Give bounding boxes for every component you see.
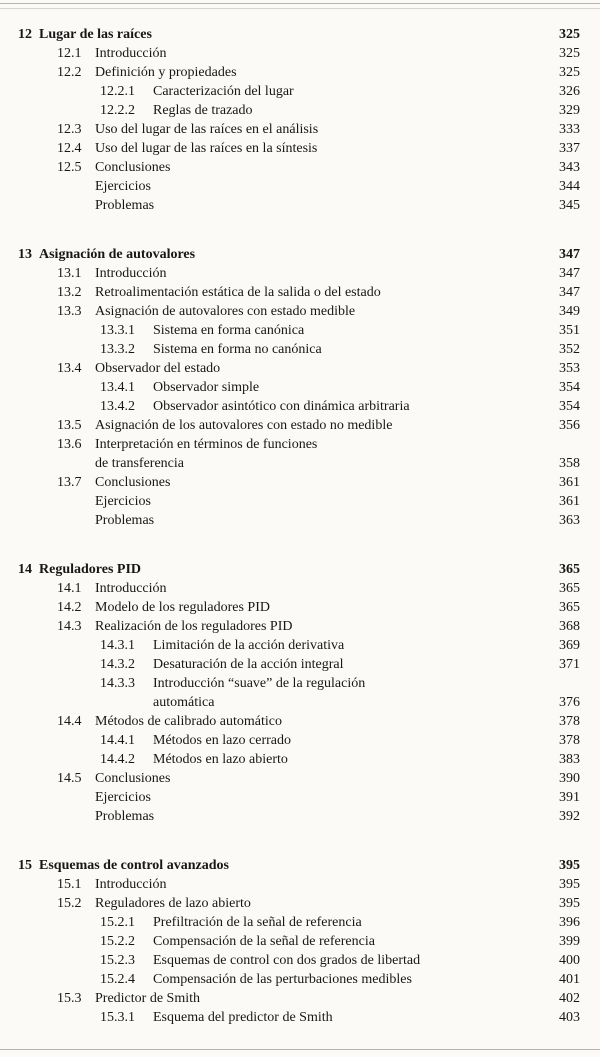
entry-number: 13.5	[57, 418, 82, 433]
chapter-heading-row	[18, 560, 580, 579]
toc-entry-row	[18, 951, 580, 970]
entry-page-number: 371	[559, 657, 580, 672]
entry-number: 12.2.2	[100, 103, 135, 118]
entry-title: Esquemas de control con dos grados de libertad	[153, 953, 421, 968]
toc-entry-row	[18, 731, 580, 750]
entry-title: Introducción	[95, 46, 167, 61]
toc-entry-row	[18, 101, 580, 120]
entry-page-number: 378	[559, 714, 580, 729]
entry-number: 13.4	[57, 361, 82, 376]
toc-entry-row	[18, 750, 580, 769]
toc-entry-continuation-row	[18, 693, 580, 712]
toc-entry-row	[18, 894, 580, 913]
entry-page-number: 353	[559, 361, 580, 376]
toc-entry-row	[18, 435, 580, 454]
entry-page-number: 383	[559, 752, 580, 767]
entry-number: 15.3.1	[100, 1010, 135, 1025]
entry-title: Asignación de autovalores con estado medible	[95, 304, 356, 319]
entry-page-number: 345	[559, 198, 580, 213]
toc-entry-row	[18, 44, 580, 63]
entry-number: 13.2	[57, 285, 82, 300]
entry-page-number: 390	[559, 771, 580, 786]
toc-entry-row	[18, 913, 580, 932]
toc-entry-row	[18, 63, 580, 82]
entry-title: Predictor de Smith	[95, 991, 200, 1006]
toc-entry-row	[18, 82, 580, 101]
entry-title: Introducción	[95, 581, 167, 596]
chapter-page-number: 395	[559, 858, 580, 873]
toc-entry-row	[18, 139, 580, 158]
toc-entry-row	[18, 598, 580, 617]
entry-page-number: 365	[559, 581, 580, 596]
toc-entry-row	[18, 989, 580, 1008]
entry-number: 13.4.2	[100, 399, 135, 414]
toc-entry-row	[18, 932, 580, 951]
bottom-rule	[0, 1049, 600, 1050]
entry-number: 13.3	[57, 304, 82, 319]
entry-page-number: 395	[559, 896, 580, 911]
entry-number: 12.2	[57, 65, 82, 80]
toc-entry-row	[18, 492, 580, 511]
entry-page-number: 365	[559, 600, 580, 615]
entry-page-number: 358	[559, 456, 580, 471]
top-rule-secondary	[0, 8, 600, 9]
entry-number: 14.2	[57, 600, 82, 615]
toc-entry-row	[18, 769, 580, 788]
entry-page-number: 351	[559, 323, 580, 338]
toc-entry-row	[18, 359, 580, 378]
entry-title-continuation: automática	[153, 695, 215, 710]
entry-title: Observador asintótico con dinámica arbitraria	[153, 399, 410, 414]
entry-title: Ejercicios	[95, 179, 151, 194]
chapter-page-number: 365	[559, 562, 580, 577]
entry-page-number: 344	[559, 179, 580, 194]
toc-entry-row	[18, 511, 580, 530]
entry-title: Métodos de calibrado automático	[95, 714, 282, 729]
entry-number: 12.4	[57, 141, 82, 156]
entry-page-number: 349	[559, 304, 580, 319]
entry-title: Conclusiones	[95, 475, 171, 490]
toc-entry-row	[18, 712, 580, 731]
entry-title: Limitación de la acción derivativa	[153, 638, 345, 653]
entry-number: 12.1	[57, 46, 82, 61]
entry-page-number: 333	[559, 122, 580, 137]
entry-page-number: 369	[559, 638, 580, 653]
toc-entry-row	[18, 321, 580, 340]
toc-entry-row	[18, 674, 580, 693]
top-rule	[0, 3, 600, 4]
chapter-page-number: 347	[559, 247, 580, 262]
entry-number: 15.2.4	[100, 972, 135, 987]
toc-entry-row	[18, 579, 580, 598]
entry-title: Métodos en lazo abierto	[153, 752, 288, 767]
entry-title: Uso del lugar de las raíces en el análisis	[95, 122, 319, 137]
entry-number: 14.3.3	[100, 676, 135, 691]
entry-title: Reglas de trazado	[153, 103, 253, 118]
toc-chapter	[18, 560, 580, 826]
chapter-number: 14	[18, 562, 32, 577]
entry-title: Introducción	[95, 877, 167, 892]
chapter-title: Esquemas de control avanzados	[39, 858, 229, 873]
toc-chapter	[18, 245, 580, 530]
entry-page-number: 368	[559, 619, 580, 634]
toc-entry-row	[18, 636, 580, 655]
entry-title: Modelo de los reguladores PID	[95, 600, 270, 615]
toc-entry-row	[18, 120, 580, 139]
entry-title: Realización de los reguladores PID	[95, 619, 293, 634]
entry-page-number: 396	[559, 915, 580, 930]
entry-title: Conclusiones	[95, 771, 171, 786]
entry-page-number: 401	[559, 972, 580, 987]
chapter-number: 13	[18, 247, 32, 262]
entry-title: Compensación de la señal de referencia	[153, 934, 375, 949]
entry-title: Esquema del predictor de Smith	[153, 1010, 333, 1025]
chapter-number: 15	[18, 858, 32, 873]
toc-chapter	[18, 856, 580, 1027]
entry-number: 15.1	[57, 877, 82, 892]
entry-number: 12.3	[57, 122, 82, 137]
entry-title: Conclusiones	[95, 160, 171, 175]
toc-entry-row	[18, 970, 580, 989]
toc-entry-row	[18, 655, 580, 674]
entry-page-number: 378	[559, 733, 580, 748]
entry-title: Caracterización del lugar	[153, 84, 294, 99]
entry-page-number: 325	[559, 46, 580, 61]
entry-title: Interpretación en términos de funciones	[95, 437, 318, 452]
toc-entry-row	[18, 807, 580, 826]
entry-number: 12.2.1	[100, 84, 135, 99]
toc-entry-row	[18, 378, 580, 397]
entry-page-number: 329	[559, 103, 580, 118]
entry-page-number: 400	[559, 953, 580, 968]
entry-page-number: 337	[559, 141, 580, 156]
entry-page-number: 395	[559, 877, 580, 892]
toc-chapter	[18, 25, 580, 215]
entry-number: 15.3	[57, 991, 82, 1006]
entry-title: Introducción	[95, 266, 167, 281]
entry-number: 13.3.2	[100, 342, 135, 357]
entry-title-continuation: de transferencia	[95, 456, 184, 471]
chapter-number: 12	[18, 27, 32, 42]
chapter-title: Reguladores PID	[39, 562, 142, 577]
entry-number: 14.4	[57, 714, 82, 729]
entry-page-number: 403	[559, 1010, 580, 1025]
entry-number: 14.5	[57, 771, 82, 786]
entry-title: Desaturación de la acción integral	[153, 657, 344, 672]
entry-page-number: 361	[559, 475, 580, 490]
toc-entry-row	[18, 158, 580, 177]
entry-title: Prefiltración de la señal de referencia	[153, 915, 362, 930]
entry-page-number: 347	[559, 285, 580, 300]
entry-page-number: 356	[559, 418, 580, 433]
entry-number: 14.3.2	[100, 657, 135, 672]
toc-entry-row	[18, 177, 580, 196]
entry-title: Sistema en forma no canónica	[153, 342, 322, 357]
entry-title: Reguladores de lazo abierto	[95, 896, 251, 911]
entry-title: Asignación de los autovalores con estado no medible	[95, 418, 393, 433]
toc-entry-row	[18, 302, 580, 321]
entry-title: Uso del lugar de las raíces en la síntesis	[95, 141, 318, 156]
entry-page-number: 399	[559, 934, 580, 949]
entry-title: Ejercicios	[95, 494, 151, 509]
toc-entry-row	[18, 416, 580, 435]
entry-title: Problemas	[95, 513, 155, 528]
entry-title: Introducción “suave” de la regulación	[153, 676, 366, 691]
entry-title: Problemas	[95, 809, 155, 824]
entry-page-number: 347	[559, 266, 580, 281]
entry-title: Sistema en forma canónica	[153, 323, 305, 338]
toc-entry-row	[18, 196, 580, 215]
entry-number: 15.2.2	[100, 934, 135, 949]
entry-number: 12.5	[57, 160, 82, 175]
entry-number: 14.3.1	[100, 638, 135, 653]
entry-page-number: 376	[559, 695, 580, 710]
entry-number: 13.6	[57, 437, 82, 452]
entry-number: 13.7	[57, 475, 82, 490]
entry-number: 14.4.1	[100, 733, 135, 748]
entry-page-number: 325	[559, 65, 580, 80]
entry-number: 14.1	[57, 581, 82, 596]
toc-entry-row	[18, 1008, 580, 1027]
toc-entry-row	[18, 283, 580, 302]
toc-entry-row	[18, 473, 580, 492]
entry-number: 13.3.1	[100, 323, 135, 338]
entry-page-number: 343	[559, 160, 580, 175]
entry-title: Ejercicios	[95, 790, 151, 805]
entry-title: Compensación de las perturbaciones medibles	[153, 972, 412, 987]
toc-entry-row	[18, 264, 580, 283]
toc-entry-row	[18, 397, 580, 416]
entry-number: 15.2	[57, 896, 82, 911]
chapter-title: Lugar de las raíces	[39, 27, 152, 42]
toc-entry-row	[18, 617, 580, 636]
chapter-heading-row	[18, 856, 580, 875]
entry-page-number: 354	[559, 399, 580, 414]
entry-page-number: 392	[559, 809, 580, 824]
toc-entry-continuation-row	[18, 454, 580, 473]
entry-number: 15.2.3	[100, 953, 135, 968]
entry-page-number: 354	[559, 380, 580, 395]
entry-number: 14.3	[57, 619, 82, 634]
entry-title: Problemas	[95, 198, 155, 213]
entry-page-number: 402	[559, 991, 580, 1006]
entry-title: Observador simple	[153, 380, 260, 395]
entry-page-number: 391	[559, 790, 580, 805]
chapter-heading-row	[18, 25, 580, 44]
toc-entry-row	[18, 788, 580, 807]
entry-title: Retroalimentación estática de la salida o del estado	[95, 285, 381, 300]
entry-number: 15.2.1	[100, 915, 135, 930]
entry-number: 13.1	[57, 266, 82, 281]
chapter-heading-row	[18, 245, 580, 264]
entry-title: Definición y propiedades	[95, 65, 237, 80]
chapter-title: Asignación de autovalores	[39, 247, 196, 262]
toc-entry-row	[18, 875, 580, 894]
entry-number: 14.4.2	[100, 752, 135, 767]
entry-page-number: 363	[559, 513, 580, 528]
entry-page-number: 352	[559, 342, 580, 357]
entry-page-number: 361	[559, 494, 580, 509]
entry-number: 13.4.1	[100, 380, 135, 395]
entry-title: Observador del estado	[95, 361, 221, 376]
entry-page-number: 326	[559, 84, 580, 99]
entry-title: Métodos en lazo cerrado	[153, 733, 291, 748]
chapter-page-number: 325	[559, 27, 580, 42]
toc-entry-row	[18, 340, 580, 359]
